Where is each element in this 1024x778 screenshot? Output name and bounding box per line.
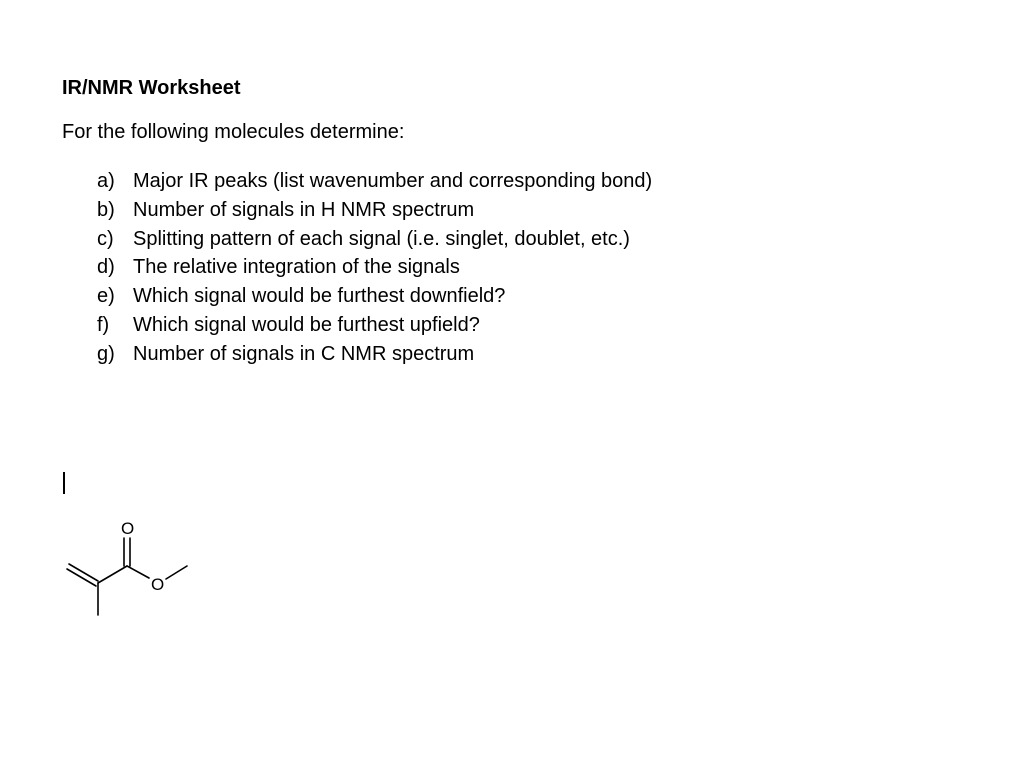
- question-text: The relative integration of the signals: [133, 256, 460, 279]
- worksheet-title: IR/NMR Worksheet: [62, 77, 241, 99]
- ester-oxygen-label: O: [151, 575, 165, 594]
- molecule-structure: [60, 510, 200, 620]
- question-letter: d): [97, 256, 115, 279]
- text-cursor: [63, 472, 65, 494]
- question-text: Number of signals in H NMR spectrum: [133, 198, 475, 221]
- question-item-c: [97, 225, 652, 254]
- carbonyl-oxygen-label: O: [121, 519, 135, 538]
- question-item-f: [97, 311, 652, 340]
- question-item-b: [97, 196, 652, 225]
- question-letter: g): [97, 342, 115, 365]
- question-letter: b): [97, 198, 115, 221]
- question-item-e: [97, 282, 652, 311]
- alpha-carbonyl-bond: [98, 566, 127, 583]
- question-letter: c): [97, 227, 114, 250]
- methoxy-bond: [166, 566, 187, 579]
- question-text: Which signal would be furthest downfield?: [133, 285, 506, 308]
- question-item-d: [97, 253, 652, 282]
- question-item-g: [97, 340, 652, 369]
- question-list: [97, 167, 652, 369]
- ester-bond: [127, 566, 149, 578]
- question-letter: f): [97, 313, 110, 336]
- worksheet-intro: For the following molecules determine:: [62, 121, 405, 143]
- question-letter: a): [97, 170, 115, 192]
- question-item-a: [97, 167, 652, 196]
- question-text: Which signal would be furthest upfield?: [133, 313, 480, 336]
- question-letter: e): [97, 285, 115, 308]
- question-text: Major IR peaks (list wavenumber and corresponding bond): [133, 170, 653, 192]
- question-text: Number of signals in C NMR spectrum: [133, 342, 475, 365]
- question-text: Splitting pattern of each signal (i.e. singlet, doublet, etc.): [133, 227, 630, 250]
